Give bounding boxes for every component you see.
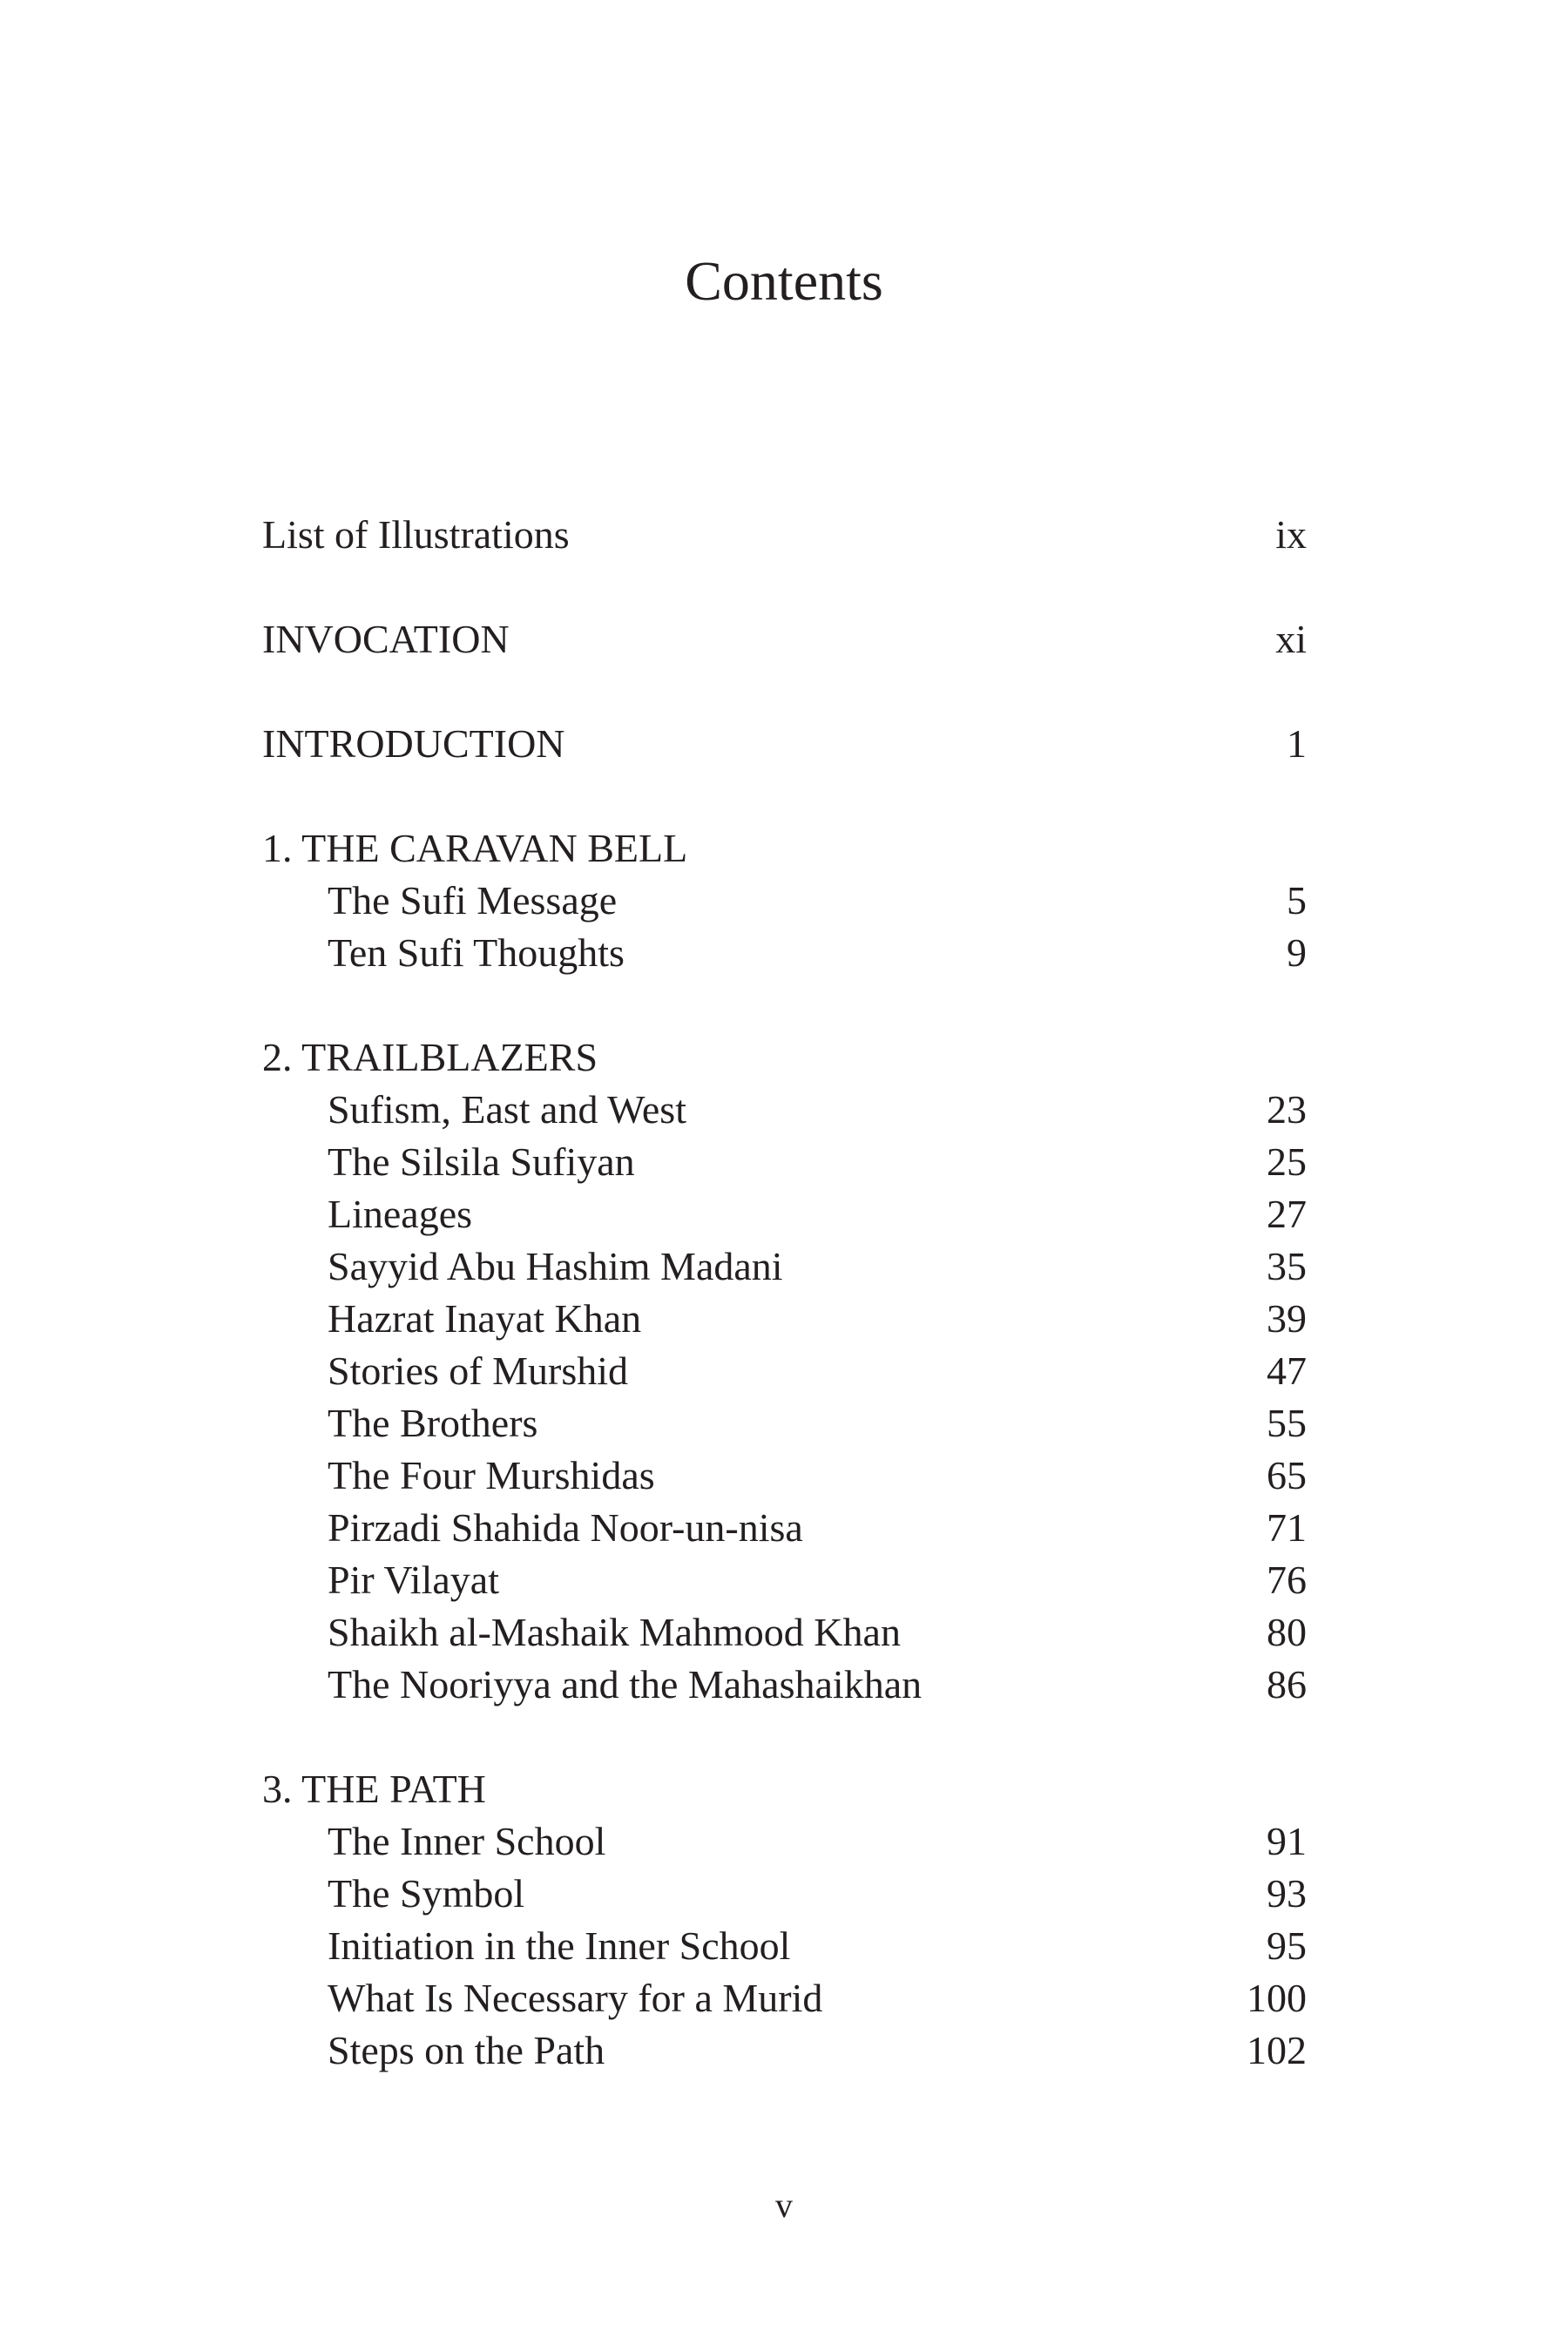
page-number: v	[775, 2186, 793, 2225]
toc-section-page: xi	[1275, 617, 1307, 661]
toc-entry-title: The Brothers	[328, 1401, 538, 1445]
toc-entry	[262, 1136, 1307, 1188]
toc-entry-page: 100	[1247, 1976, 1307, 2020]
toc-entry-page: 55	[1267, 1401, 1307, 1445]
toc-entry	[262, 1972, 1307, 2024]
toc-section	[262, 822, 1307, 875]
toc-section-title: List of Illustrations	[262, 512, 570, 557]
toc-entry	[262, 1868, 1307, 1920]
page-title: Contents	[685, 250, 883, 312]
toc-entry-title: Pir Vilayat	[328, 1558, 499, 1602]
toc-entry-title: Lineages	[328, 1192, 473, 1236]
toc-entry-page: 5	[1287, 878, 1307, 923]
toc-entry-page: 102	[1247, 2028, 1307, 2072]
toc-entry-page: 71	[1267, 1505, 1307, 1550]
toc-entry-title: Sufism, East and West	[328, 1087, 686, 1132]
toc-entry	[262, 1450, 1307, 1502]
toc-entry	[262, 1554, 1307, 1606]
toc-entry-title: Ten Sufi Thoughts	[328, 930, 625, 975]
toc-entry	[262, 1815, 1307, 1868]
toc-entry-title: The Inner School	[328, 1819, 606, 1863]
toc-entry-page: 25	[1267, 1139, 1307, 1184]
toc-entry-page: 39	[1267, 1296, 1307, 1341]
toc-entry-title: What Is Necessary for a Murid	[328, 1976, 823, 2020]
toc-entry-title: The Symbol	[328, 1871, 525, 1916]
toc-section-page: ix	[1275, 512, 1307, 557]
toc-section	[262, 718, 1307, 770]
toc-section-title: 2. TRAILBLAZERS	[262, 1035, 598, 1079]
toc-section	[262, 1031, 1307, 1084]
toc-entry-title: Shaikh al-Mashaik Mahmood Khan	[328, 1610, 901, 1654]
toc-entry-page: 86	[1267, 1662, 1307, 1707]
toc-section-title: INVOCATION	[262, 617, 510, 661]
toc-entry	[262, 1240, 1307, 1293]
toc-entry-page: 35	[1267, 1244, 1307, 1288]
toc-entry	[262, 1345, 1307, 1397]
toc-section	[262, 1763, 1307, 1815]
toc-entry-title: The Nooriyya and the Mahashaikhan	[328, 1662, 923, 1707]
toc-entry-title: Pirzadi Shahida Noor-un-nisa	[328, 1505, 803, 1550]
toc-entry-title: Stories of Murshid	[328, 1348, 628, 1393]
toc-entry-title: The Sufi Message	[328, 878, 618, 923]
toc-entry-title: Initiation in the Inner School	[328, 1923, 791, 1968]
toc-entry	[262, 1188, 1307, 1240]
toc-entry-page: 23	[1267, 1087, 1307, 1132]
toc-section-title: 3. THE PATH	[262, 1767, 486, 1811]
toc-entry	[262, 1606, 1307, 1659]
table-of-contents	[262, 509, 1307, 2077]
toc-entry	[262, 875, 1307, 927]
toc-entry-page: 91	[1267, 1819, 1307, 1863]
toc-entry-page: 93	[1267, 1871, 1307, 1916]
toc-entry-title: Steps on the Path	[328, 2028, 605, 2072]
toc-entry	[262, 927, 1307, 979]
toc-entry	[262, 1293, 1307, 1345]
toc-entry-page: 65	[1267, 1453, 1307, 1497]
toc-entry	[262, 1920, 1307, 1972]
toc-entry-page: 27	[1267, 1192, 1307, 1236]
toc-section-title: INTRODUCTION	[262, 721, 565, 766]
toc-entry-page: 95	[1267, 1923, 1307, 1968]
toc-entry-page: 76	[1267, 1558, 1307, 1602]
toc-entry-page: 47	[1267, 1348, 1307, 1393]
toc-entry-title: The Four Murshidas	[328, 1453, 655, 1497]
toc-entry	[262, 1084, 1307, 1136]
toc-entry	[262, 1502, 1307, 1554]
toc-section-title: 1. THE CARAVAN BELL	[262, 826, 688, 870]
toc-entry	[262, 2024, 1307, 2077]
toc-entry	[262, 1659, 1307, 1711]
toc-section-page: 1	[1287, 721, 1307, 766]
toc-entry	[262, 1397, 1307, 1450]
toc-entry-title: The Silsila Sufiyan	[328, 1139, 635, 1184]
toc-section	[262, 509, 1307, 561]
toc-entry-page: 80	[1267, 1610, 1307, 1654]
toc-entry-page: 9	[1287, 930, 1307, 975]
toc-section	[262, 613, 1307, 666]
toc-entry-title: Sayyid Abu Hashim Madani	[328, 1244, 783, 1288]
toc-entry-title: Hazrat Inayat Khan	[328, 1296, 642, 1341]
